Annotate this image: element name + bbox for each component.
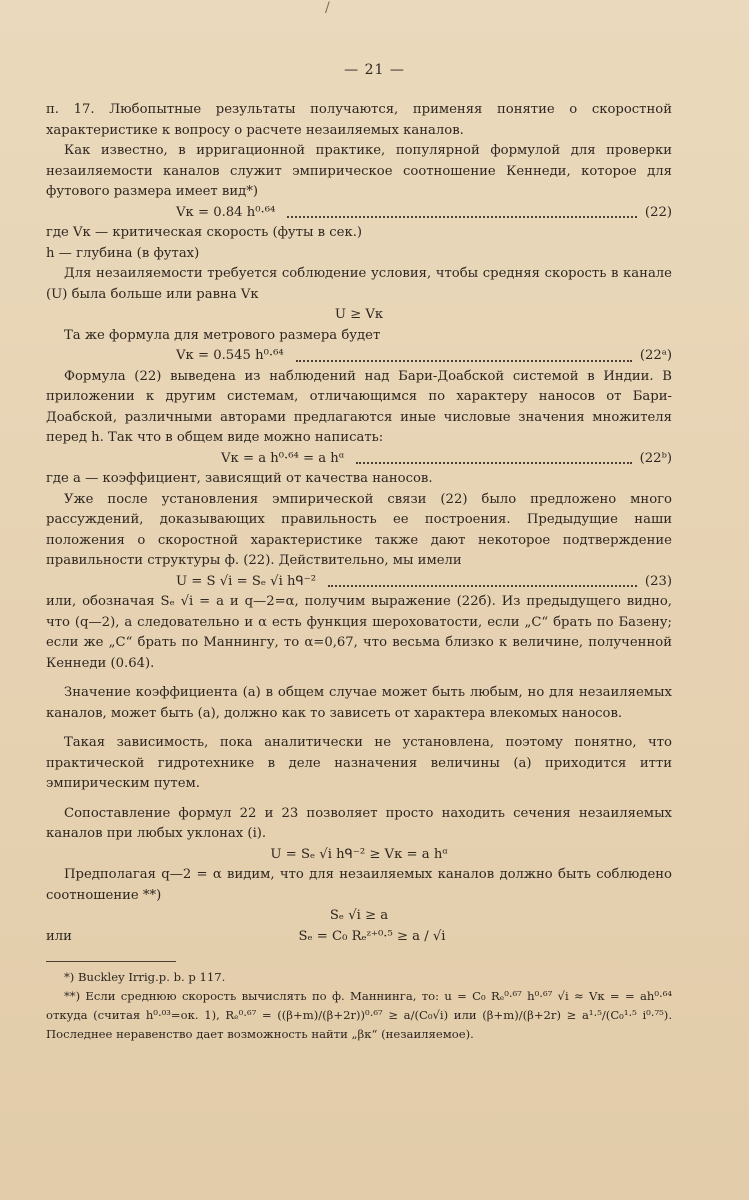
footnote-rule bbox=[46, 961, 176, 962]
formula-22b bbox=[46, 449, 672, 470]
formula-inequality-2: Sₑ = C₀ Rₑᶻ⁺⁰·⁵ ≥ a / √i bbox=[298, 928, 446, 944]
paragraph-condition: Для незаиляемости требуется соблюдение условия, чтобы средняя скорость в канале (U) была больше или равна Vк bbox=[46, 266, 672, 302]
page-number: — 21 — bbox=[344, 62, 405, 78]
formula-22a-expr: Vк = 0.545 h⁰·⁶⁴ bbox=[176, 348, 284, 363]
paragraph-metric: Та же формула для метрового размера будет bbox=[64, 327, 381, 343]
formula-22 bbox=[46, 203, 672, 224]
dot-leader bbox=[296, 346, 632, 362]
dot-leader bbox=[287, 203, 637, 219]
formula-inequality-2-row bbox=[46, 927, 672, 948]
definition-a: где а — коэффициент, зависящий от качества наносов. bbox=[46, 471, 433, 486]
formula-23-expr: U = S √i = Sₑ √i hᑫ⁻² bbox=[176, 573, 317, 589]
definition-h: h — глубина (в футах) bbox=[46, 245, 200, 261]
formula-23 bbox=[46, 572, 672, 593]
paragraph-coefficient: Значение коэффициента (а) в общем случае может быть любым, но для незаиляемых каналов, может быть (а), должно как то зависеть от характера влекомых наносов. bbox=[46, 685, 672, 721]
paragraph-confirmation: Уже после установления эмпирической связи (22) было предложено много рассуждений, доказывающих правильность ее построения. Предыдущие наши положения о скоростной характеристике также дают некоторое подтверждение правильности структуры ф. (22). Действительно, мы имели bbox=[46, 491, 672, 568]
paragraph-assumption: Предполагая q—2 = α видим, что для незаиляемых каналов должно быть соблюдено соотношение **) bbox=[46, 867, 672, 903]
formula-22a-number: (22ᵃ) bbox=[639, 348, 672, 363]
formula-23-number: (23) bbox=[644, 573, 672, 589]
formula-22b-number: (22ᵇ) bbox=[639, 450, 672, 466]
paragraph-dependence: Такая зависимость, пока аналитически не установлена, поэтому понятно, что практической гидротехнике в деле назначения величины (а) приходится итти эмпирическим путем. bbox=[46, 735, 672, 791]
dot-leader bbox=[356, 449, 632, 465]
footnotes bbox=[46, 968, 672, 1044]
paragraph-comparison: Сопоставление формул 22 и 23 позволяет просто находить сечения незаиляемых каналов при любых уклонах (i). bbox=[46, 805, 672, 841]
footnote-1: *) Buckley Irrig.p. b. p 117. bbox=[64, 970, 226, 984]
top-mark: / bbox=[325, 0, 330, 16]
word-ili: или bbox=[46, 928, 72, 944]
formula-inequality-1: Sₑ √i ≥ a bbox=[329, 908, 389, 923]
paragraph-bari-doab: Формула (22) выведена из наблюдений над Бари-Доабской системой в Индии. В приложении к другим системам, отличающимся по характеру наносов от Бари-Доабской, различными авторами предлагаются иные числовые значения множителя перед h. Так что в общем виде можно написать: bbox=[46, 368, 672, 445]
dot-leader bbox=[328, 572, 637, 588]
document-body bbox=[46, 100, 672, 1044]
paragraph-17: п. 17. Любопытные результаты получаются, применяя понятие о скоростной характеристике к вопросу о расчете незаиляемых каналов. bbox=[46, 102, 672, 138]
formula-22-expr: Vк = 0.84 h⁰·⁶⁴ bbox=[176, 204, 276, 220]
formula-22a bbox=[46, 346, 672, 367]
paragraph-kennedy: Как известно, в ирригационной практике, популярной формулой для проверки незаиляемости каналов служит эмпирическое соотношение Кеннеди, которое для футового размера имеет вид*) bbox=[46, 143, 672, 199]
formula-condition: U ≥ Vк bbox=[334, 307, 384, 322]
formula-combined: U = Sₑ √i hᑫ⁻² ≥ Vк = a hᵅ bbox=[270, 846, 448, 862]
paragraph-roughness: или, обозначая Sₑ √i = а и q—2=α, получим выражение (22б). Из предыдущего видно, что (q—2), а следовательно и α есть функция шероховатости, если „С“ брать по Базену; если же „С“ брать по Маннингу, то α=0,67, что весьма близко к величине, полученной Кеннеди (0.64). bbox=[46, 594, 672, 671]
formula-22-number: (22) bbox=[644, 204, 672, 220]
definition-vk: где Vк — критическая скорость (футы в сек.) bbox=[46, 225, 363, 240]
footnote-2: **) Если среднюю скорость вычислять по ф. Маннинга, то: u = C₀ Rₑ⁰·⁶⁷ h⁰·⁶⁷ √i ≈ Vк = = ah⁰·⁶⁴ откуда (считая h⁰·⁰³=ок. 1), Rₑ⁰·⁶⁷ = ((β+m)/(β+2r))⁰·⁶⁷ ≥ a/(C₀√i) или (β+m)/(β+2r) ≥ a¹·⁵/(C₀¹·⁵ i⁰·⁷⁵). Последнее неравенство дает возможность найти „βк“ (незаиляемое). bbox=[46, 989, 672, 1041]
formula-22b-expr: Vк = a h⁰·⁶⁴ = a hᵅ bbox=[221, 450, 345, 466]
